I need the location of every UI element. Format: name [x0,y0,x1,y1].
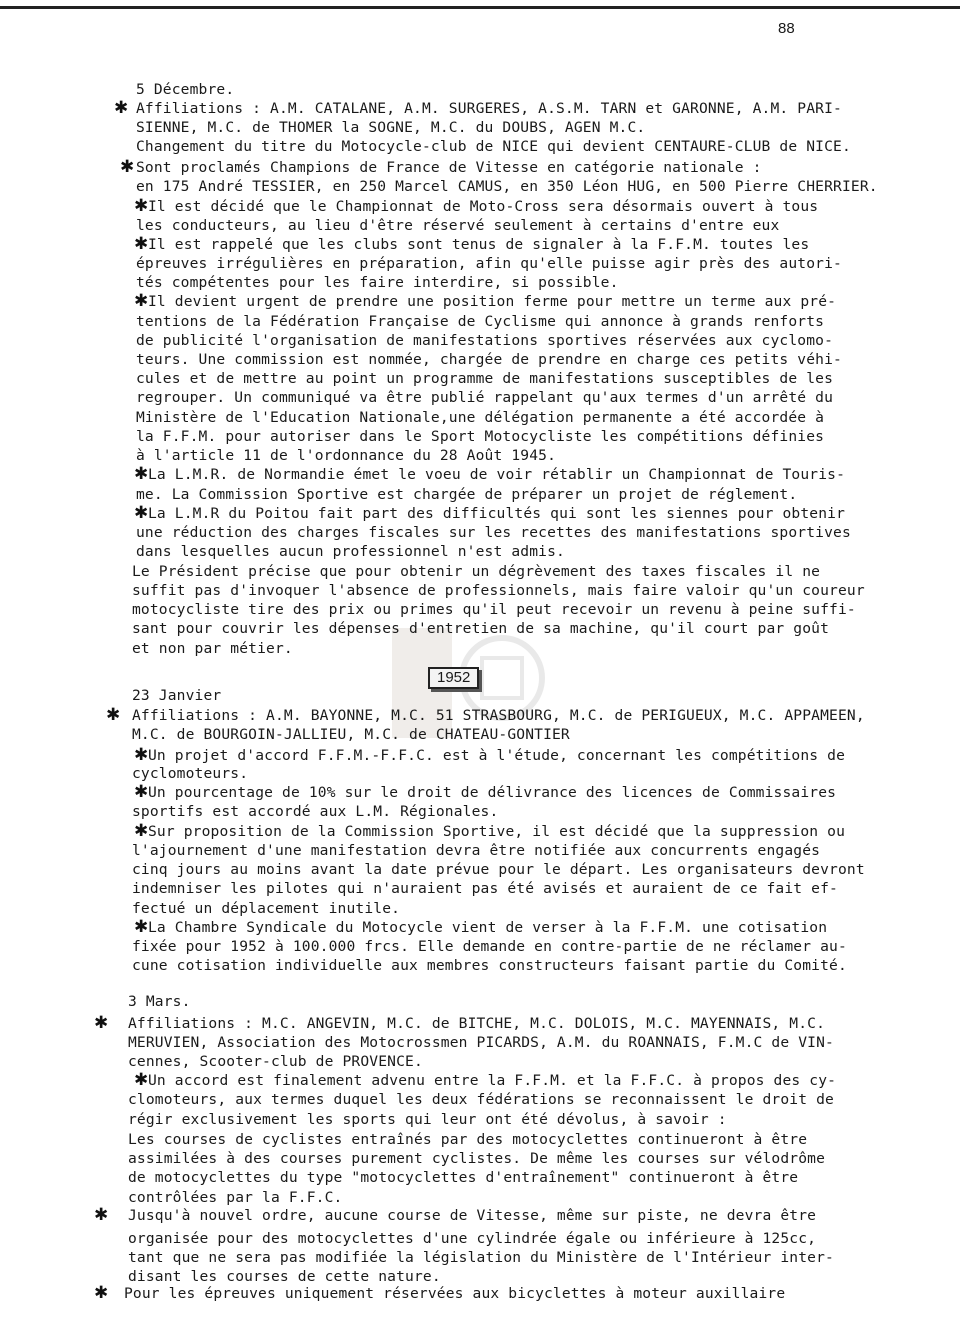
text-line: M.C. de BOURGOIN-JALLIEU, M.C. de CHATEAU-GONTIER [132,726,570,743]
bullet-asterisk-icon: ✱ [134,745,149,765]
text-line: suffit pas d'invoquer l'absence de professionnels, mais faire valoir qu'un coureur [132,582,865,599]
text-line: Changement du titre du Motocycle-club de NICE qui devient CENTAURE-CLUB de NICE. [136,138,851,155]
text-line: Il est rappelé que les clubs sont tenus de signaler à la F.F.M. toutes les [148,236,810,253]
text-line: 3 Mars. [128,993,191,1010]
text-line: Ministère de l'Education Nationale,une délégation permanente a été accordée à [136,409,825,426]
text-line: Affiliations : A.M. CATALANE, A.M. SURGERES, A.S.M. TARN et GARONNE, A.M. PARI- [136,100,842,117]
text-line: Un projet d'accord F.F.M.-F.F.C. est à l'étude, concernant les compétitions de [148,747,846,764]
text-line: La L.M.R. de Normandie émet le voeu de voir rétablir un Championnat de Touris- [148,466,846,483]
text-line: motocycliste tire des prix ou primes qu'il peut recevoir un revenu à peine suffi- [132,601,856,618]
text-line: Pour les épreuves uniquement réservées aux bicyclettes à moteur auxillaire [124,1285,786,1302]
bullet-asterisk-icon: ✱ [94,1283,109,1303]
text-line: Un pourcentage de 10% sur le droit de délivrance des licences de Commissaires [148,784,837,801]
text-line: Le Président précise que pour obtenir un dégrèvement des taxes fiscales il ne [132,563,821,580]
text-line: organisée pour des motocyclettes d'une cylindrée égale ou inférieure à 125cc, [128,1230,817,1247]
text-line: de motocyclettes du type "motocyclettes d'entraînement" continueront à être [128,1169,799,1186]
text-line: disant les courses de cette nature. [128,1268,441,1285]
text-line: Il devient urgent de prendre une position ferme pour mettre un terme aux pré- [148,293,837,310]
text-line: SIENNE, M.C. de THOMER la SOGNE, M.C. du DOUBS, AGEN M.C. [136,119,646,136]
text-line: les conducteurs, au lieu d'être réservé seulement à certains d'entre eux [136,217,780,234]
bullet-asterisk-icon: ✱ [134,782,149,802]
bullet-asterisk-icon: ✱ [106,705,121,725]
top-rule [0,6,960,9]
text-line: tés compétentes pour les faire interdire, si possible. [136,274,619,291]
text-line: en 175 André TESSIER, en 250 Marcel CAMUS, en 350 Léon HUG, en 500 Pierre CHERRIER. [136,178,878,195]
text-line: sportifs est accordé aux L.M. Régionales. [132,803,499,820]
year-heading: 1952 [428,667,479,689]
text-line: cinq jours au moins avant la date prévue pour le départ. Les organisateurs devront [132,861,865,878]
text-line: Jusqu'à nouvel ordre, aucune course de Vitesse, même sur piste, ne devra être [128,1207,817,1224]
text-line: fixée pour 1952 à 100.000 frcs. Elle demande en contre-partie de ne réclamer au- [132,938,847,955]
text-line: MERUVIEN, Association des Motocrossmen PICARDS, A.M. du ROANNAIS, F.M.C de VIN- [128,1034,834,1051]
text-line: dans lesquelles aucun professionnel n'est admis. [136,543,565,560]
text-line: contrôlées par la F.F.C. [128,1189,343,1206]
text-line: 23 Janvier [132,687,222,704]
text-line: regrouper. Un communiqué va être publié rappelant qu'aux termes d'un arrêté du [136,389,834,406]
text-line: Les courses de cyclistes entraînés par des motocyclettes continueront à être [128,1131,808,1148]
bullet-asterisk-icon: ✱ [134,196,149,216]
text-line: et non par métier. [132,640,293,657]
text-line: de publicité l'organisation de manifestations sportives réservées aux cyclomo- [136,332,834,349]
text-line: cune cotisation individuelle aux membres constructeurs faisant partie du Comité. [132,957,847,974]
bullet-asterisk-icon: ✱ [134,234,149,254]
bullet-asterisk-icon: ✱ [134,291,149,311]
text-line: régir exclusivement les sports qui leur ont été dévolus, à savoir : [128,1111,727,1128]
text-line: assimilées à des courses purement cyclistes. De même les courses sur vélodrôme [128,1150,826,1167]
bullet-asterisk-icon: ✱ [94,1205,109,1225]
bullet-asterisk-icon: ✱ [94,1013,109,1033]
bullet-asterisk-icon: ✱ [120,157,135,177]
bullet-asterisk-icon: ✱ [134,503,149,523]
text-line: sant pour couvrir les dépenses d'entretien de sa machine, qu'il court par goût [132,620,830,637]
text-line: cules et de mettre au point un programme de manifestations susceptibles de les [136,370,834,387]
bullet-asterisk-icon: ✱ [134,464,149,484]
text-line: fectué un déplacement inutile. [132,900,401,917]
text-line: Affiliations : M.C. ANGEVIN, M.C. de BITCHE, M.C. DOLOIS, M.C. MAYENNAIS, M.C. [128,1015,826,1032]
text-line: Il est décidé que le Championnat de Moto-Cross sera désormais ouvert à tous [148,198,819,215]
text-line: 5 Décembre. [136,81,235,98]
text-line: cyclomoteurs. [132,765,249,782]
text-line: à l'article 11 de l'ordonnance du 28 Août 1945. [136,447,557,464]
text-line: la F.F.M. pour autoriser dans le Sport Motocycliste les compétitions définies [136,428,825,445]
text-line: tentions de la Fédération Française de Cyclisme qui annonce à grands renforts [136,313,825,330]
text-line: l'ajournement d'une manifestation devra être notifiée aux concurrents engagés [132,842,821,859]
bullet-asterisk-icon: ✱ [134,1070,149,1090]
text-line: tant que ne sera pas modifiée la législation du Ministère de l'Intérieur inter- [128,1249,834,1266]
text-line: indemniser les pilotes qui n'auraient pas été avisés et auraient de ce fait ef- [132,880,838,897]
bullet-asterisk-icon: ✱ [134,917,149,937]
page-number: 88 [778,20,795,37]
text-line: me. La Commission Sportive est chargée de préparer un projet de réglement. [136,486,798,503]
text-line: La Chambre Syndicale du Motocycle vient de verser à la F.F.M. une cotisation [148,919,828,936]
text-line: une réduction des charges fiscales sur les recettes des manifestations sportives [136,524,851,541]
text-line: Sur proposition de la Commission Sportive, il est décidé que la suppression ou [148,823,846,840]
text-line: La L.M.R du Poitou fait part des difficultés qui sont les siennes pour obtenir [148,505,846,522]
text-line: Sont proclamés Champions de France de Vitesse en catégorie nationale : [136,159,762,176]
text-line: teurs. Une commission est nommée, chargée de prendre en charge ces petits véhi- [136,351,842,368]
text-line: clomoteurs, aux termes duquel les deux fédérations se reconnaissent le droit de [128,1091,834,1108]
text-line: épreuves irrégulières en préparation, afin qu'elle puisse agir près des autori- [136,255,842,272]
text-line: cennes, Scooter-club de PROVENCE. [128,1053,423,1070]
text-line: Un accord est finalement advenu entre la F.F.M. et la F.F.C. à propos des cy- [148,1072,837,1089]
bullet-asterisk-icon: ✱ [114,98,129,118]
text-line: Affiliations : A.M. BAYONNE, M.C. 51 STRASBOURG, M.C. de PERIGUEUX, M.C. APPAMEEN, [132,707,865,724]
bullet-asterisk-icon: ✱ [134,821,149,841]
